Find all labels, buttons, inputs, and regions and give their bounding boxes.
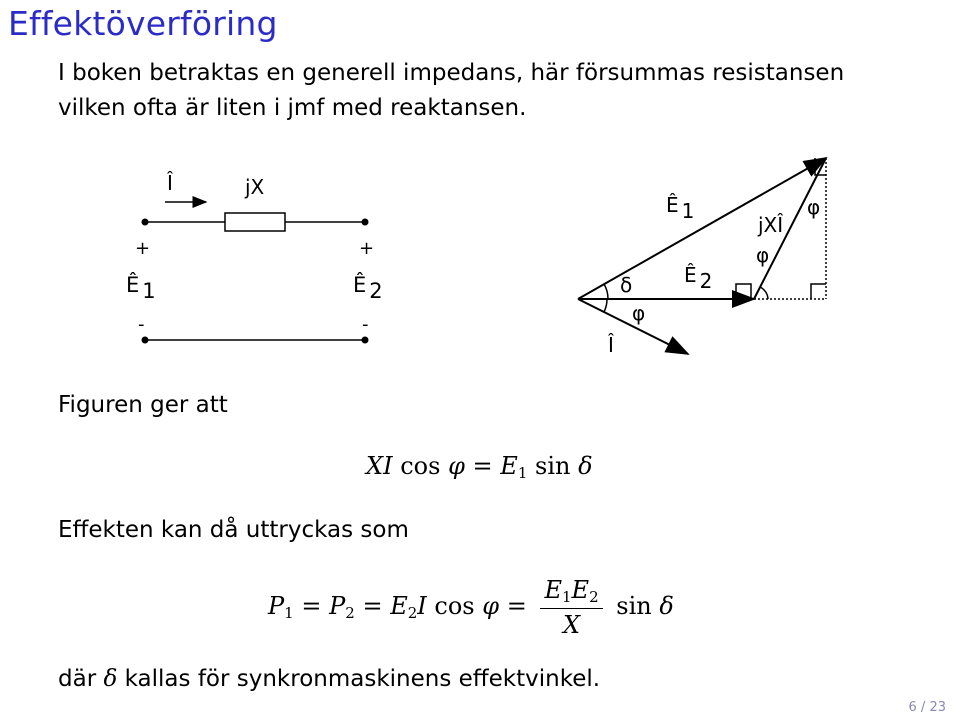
phasor-diagram — [570, 150, 850, 365]
left-minus: - — [138, 314, 145, 335]
eq2-E2-sub: 2 — [407, 604, 418, 622]
page-number: 6 / 23 — [908, 700, 946, 715]
eq1-phi: φ — [448, 452, 465, 480]
right-angle-left — [736, 284, 751, 299]
jxi-label: jXÎ — [758, 213, 784, 237]
figuren-text: Figuren ger att — [58, 392, 228, 418]
right-minus: - — [362, 314, 369, 335]
eq2-num-E1: E — [544, 576, 562, 604]
dar-text — [58, 666, 600, 692]
eq2-P2-sub: 2 — [345, 604, 355, 622]
circuit-diagram — [110, 160, 410, 360]
eq1-equals: = — [472, 452, 493, 480]
phi-top-label: φ — [807, 195, 821, 219]
eq1-lhs: XI — [366, 452, 393, 480]
eq2-P2: P — [329, 592, 346, 620]
eq2-denominator: X — [562, 611, 581, 639]
eq1-cos: cos — [400, 452, 441, 480]
left-plus: + — [135, 238, 151, 259]
dar-pre: där — [58, 666, 97, 692]
phi-mid-label: φ — [756, 243, 770, 267]
eq1-E-sub: 1 — [517, 464, 528, 482]
slide-title: Effektöverföring — [8, 4, 278, 43]
e1-label: Ê 1 — [666, 193, 695, 223]
delta-label: δ — [620, 273, 633, 297]
eq1-sin: sin — [535, 452, 571, 480]
phi-lower-label: φ — [632, 301, 646, 325]
eq2-phi: φ — [482, 592, 500, 620]
eq1-E: E — [500, 452, 518, 480]
eq2-num-E2-sub: 2 — [589, 588, 599, 606]
right-voltage: Ê 2 — [353, 273, 383, 303]
phi-lower-arc — [604, 299, 607, 312]
current-label: Î — [167, 171, 173, 195]
left-voltage: Ê 1 — [126, 273, 156, 303]
eq2-P1: P — [268, 592, 285, 620]
eq2-E2: E — [390, 592, 408, 620]
equation-1 — [366, 452, 593, 482]
equation-2 — [268, 576, 674, 639]
phi-mid-arc — [760, 287, 768, 299]
eq2-equals-3: = — [506, 592, 527, 620]
eq2-num-E2: E — [571, 576, 590, 604]
delta-arc — [604, 284, 608, 299]
eq2-P1-sub: 1 — [284, 604, 294, 622]
eq2-cos: cos — [434, 592, 475, 620]
eq1-delta: δ — [578, 452, 593, 480]
eq2-delta: δ — [659, 592, 674, 620]
eq2-num-E1-sub: 1 — [561, 588, 572, 606]
dar-delta: δ — [103, 666, 118, 692]
eq2-fraction — [540, 576, 602, 639]
eq2-equals-2: = — [362, 592, 383, 620]
eq2-equals-1: = — [301, 592, 322, 620]
right-angle-right — [811, 284, 826, 299]
eq2-I: I — [417, 592, 427, 620]
terminal-bottom-right — [362, 337, 369, 344]
impedance-box — [225, 213, 285, 231]
dar-post: kallas för synkronmaskinens effektvinkel. — [124, 666, 601, 692]
eq2-numerator — [540, 576, 602, 609]
i-label: Î — [608, 333, 614, 357]
right-plus: + — [359, 238, 375, 259]
terminal-top-right — [362, 219, 369, 226]
e2-label: Ê 2 — [684, 263, 713, 293]
intro-line-2: vilken ofta är liten i jmf med reaktansen. — [58, 95, 527, 121]
intro-line-1: I boken betraktas en generell impedans, här försummas resistansen — [58, 60, 845, 86]
terminal-bottom-left — [142, 337, 149, 344]
intro-paragraph — [58, 56, 938, 126]
terminal-top-left — [142, 219, 149, 226]
eq2-sin: sin — [616, 592, 652, 620]
effekten-text: Effekten kan då uttryckas som — [58, 517, 409, 543]
impedance-label: jX — [245, 175, 265, 199]
